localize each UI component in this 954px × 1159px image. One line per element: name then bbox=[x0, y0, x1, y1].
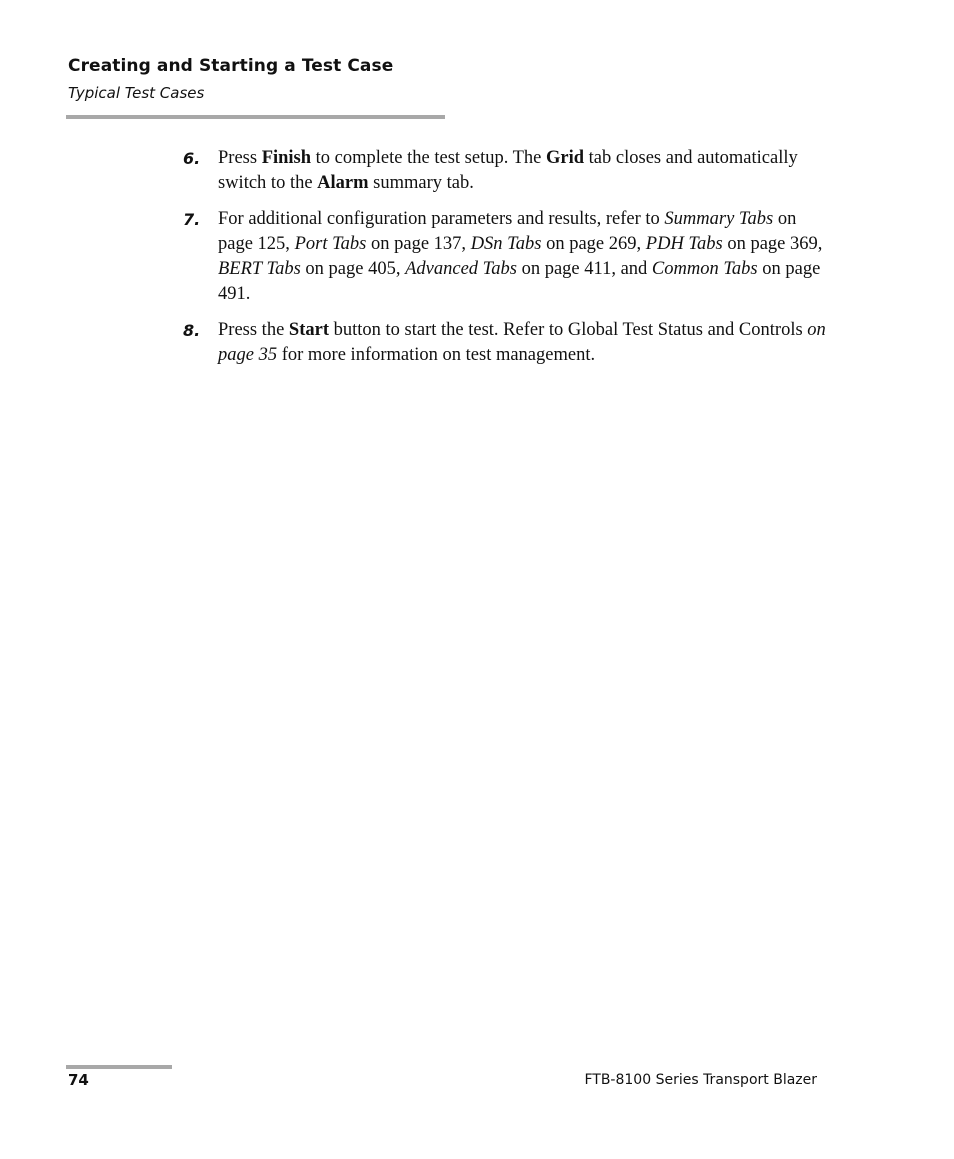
xref-summary-tabs[interactable]: Summary Tabs bbox=[664, 209, 774, 229]
step-segment: summary tab. bbox=[368, 173, 474, 193]
xref-page-35[interactable]: on page 35 bbox=[218, 320, 826, 365]
step-segment: on page 125, bbox=[218, 209, 797, 254]
step-8 bbox=[183, 318, 833, 368]
step-text bbox=[218, 148, 798, 193]
step-segment: on page 411, and bbox=[516, 259, 652, 279]
step-segment: button to start the test. Refer to Global Test Status and Controls bbox=[329, 320, 808, 340]
chapter-title: Creating and Starting a Test Case bbox=[68, 56, 394, 76]
step-text bbox=[218, 320, 826, 365]
footer-divider bbox=[66, 1065, 172, 1069]
step-segment: for more information on test management. bbox=[277, 345, 596, 365]
section-title: Typical Test Cases bbox=[68, 84, 205, 102]
header-divider bbox=[66, 115, 445, 119]
xref-dsn-tabs[interactable]: DSn Tabs bbox=[470, 234, 542, 254]
procedure-steps bbox=[183, 146, 833, 379]
step-segment: Press bbox=[218, 148, 262, 168]
page-number: 74 bbox=[68, 1071, 89, 1089]
ui-term-grid: Grid bbox=[546, 148, 585, 168]
step-text bbox=[218, 209, 822, 304]
ui-term-finish: Finish bbox=[261, 148, 312, 168]
step-number: 6. bbox=[183, 149, 201, 168]
step-segment: tab closes and automatically switch to the bbox=[218, 148, 798, 193]
step-segment: on page 269, bbox=[541, 234, 646, 254]
ui-term-start: Start bbox=[288, 320, 329, 340]
ui-term-alarm: Alarm bbox=[317, 173, 369, 193]
xref-port-tabs[interactable]: Port Tabs bbox=[294, 234, 367, 254]
xref-bert-tabs[interactable]: BERT Tabs bbox=[218, 259, 301, 279]
step-7 bbox=[183, 207, 833, 307]
step-number: 7. bbox=[183, 210, 201, 229]
step-segment: Press the bbox=[218, 320, 289, 340]
xref-advanced-tabs[interactable]: Advanced Tabs bbox=[405, 259, 517, 279]
product-name: FTB-8100 Series Transport Blazer bbox=[584, 1072, 817, 1088]
xref-common-tabs[interactable]: Common Tabs bbox=[651, 259, 758, 279]
step-segment: to complete the test setup. The bbox=[311, 148, 547, 168]
step-segment: on page 491. bbox=[218, 259, 821, 304]
step-segment: For additional configuration parameters and results, refer to bbox=[218, 209, 665, 229]
step-segment: on page 369, bbox=[722, 234, 823, 254]
xref-pdh-tabs[interactable]: PDH Tabs bbox=[645, 234, 723, 254]
step-6 bbox=[183, 146, 833, 196]
step-number: 8. bbox=[183, 321, 201, 340]
step-segment: on page 405, bbox=[300, 259, 406, 279]
page-header bbox=[68, 56, 393, 102]
step-segment: on page 137, bbox=[366, 234, 471, 254]
